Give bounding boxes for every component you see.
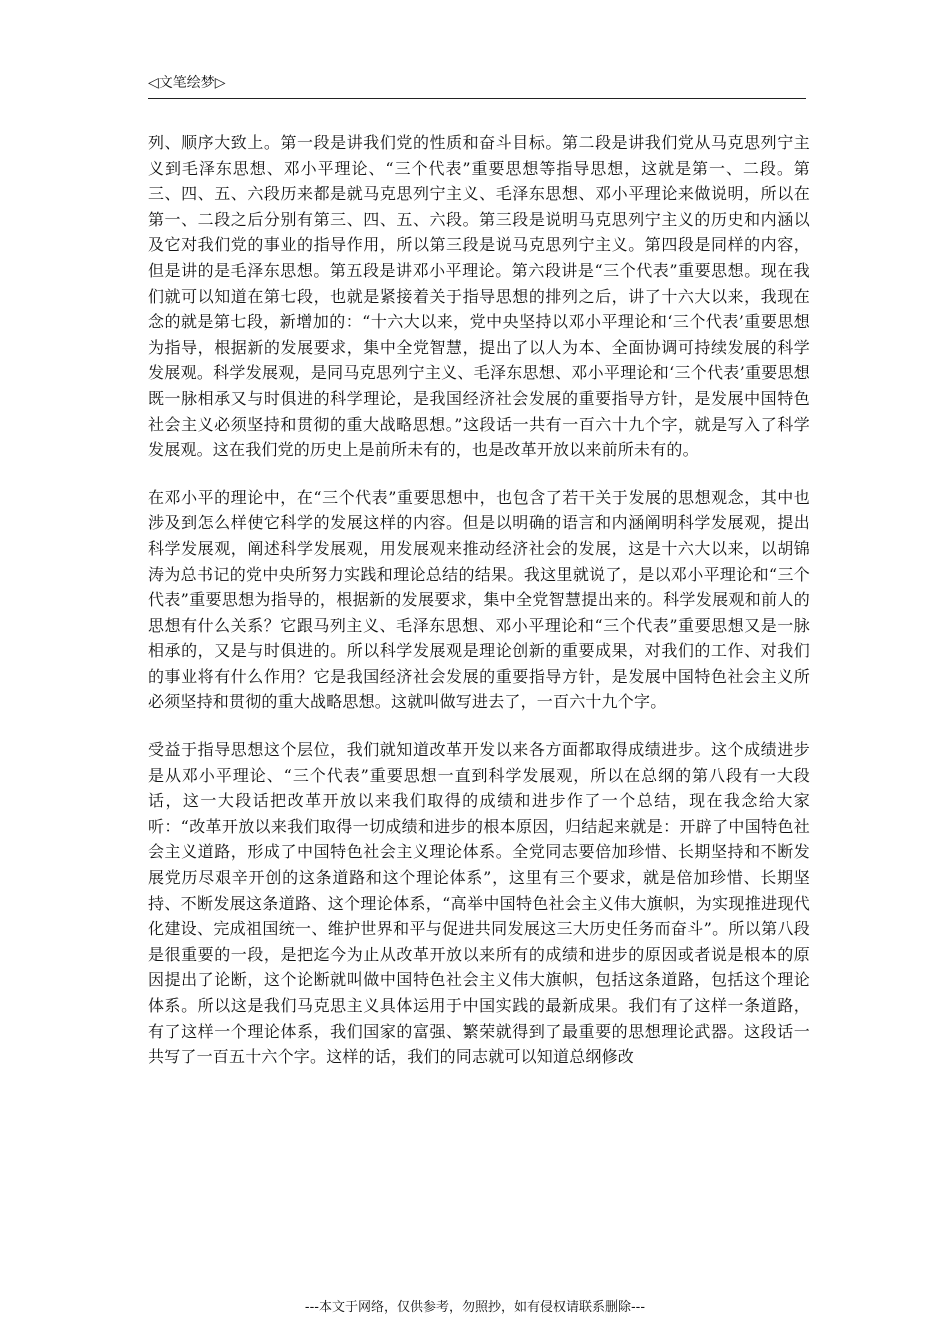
brand-logo-text: ◁文笔绘梦▷ [148, 75, 226, 91]
page-footer-disclaimer: ---本文于网络，仅供参考，勿照抄，如有侵权请联系删除--- [304, 1300, 646, 1315]
page-header [148, 72, 806, 99]
document-body [148, 130, 810, 1092]
paragraph-1: 列、顺序大致上。第一段是讲我们党的性质和奋斗目标。第二段是讲我们党从马克思列宁主义到毛泽东思想、邓小平理论、“三个代表”重要思想等指导思想，这就是第一、二段。第三、四、五、六段历来都是就马克思列宁主义、毛泽东思想、邓小平理论来做说明，所以在第一、二段之后分别有第三、四、五、六段。第三段是说明马克思列宁主义的历史和内涵以及它对我们党的事业的指导作用，所以第三段是说马克思列宁主义。第四段是同样的内容，但是讲的是毛泽东思想。第五段是讲邓小平理论。第六段讲是“三个代表”重要思想。现在我们就可以知道在第七段，也就是紧接着关于指导思想的排列之后，讲了十六大以来，我现在念的就是第七段，新增加的：“十六大以来，党中央坚持以邓小平理论和‘三个代表’重要思想为指导，根据新的发展要求，集中全党智慧，提出了以人为本、全面协调可持续发展的科学发展观。科学发展观，是同马克思列宁主义、毛泽东思想、邓小平理论和‘三个代表’重要思想既一脉相承又与时俱进的科学理论，是我国经济社会发展的重要指导方针，是发展中国特色社会主义必须坚持和贯彻的重大战略思想。”这段话一共有一百六十九个字，就是写入了科学发展观。这在我们党的历史上是前所未有的，也是改革开放以来前所未有的。 [148, 133, 810, 460]
paragraph-2: 在邓小平的理论中，在“三个代表”重要思想中，也包含了若干关于发展的思想观念，其中也涉及到怎么样使它科学的发展这样的内容。但是以明确的语言和内涵阐明科学发展观，提出科学发展观，阐述科学发展观，用发展观来推动经济社会的发展，这是十六大以来，以胡锦涛为总书记的党中央所努力实践和理论总结的结果。我这里就说了，是以邓小平理论和“三个代表”重要思想为指导的，根据新的发展要求，集中全党智慧提出来的。科学发展观和前人的思想有什么关系？它跟马列主义、毛泽东思想、邓小平理论和“三个代表”重要思想又是一脉相承的，又是与时俱进的。所以科学发展观是理论创新的重要成果，对我们的工作、对我们的事业将有什么作用？它是我国经济社会发展的重要指导方针，是发展中国特色社会主义所必须坚持和贯彻的重大战略思想。这就叫做写进去了，一百六十九个字。 [148, 487, 810, 712]
paragraph-3: 受益于指导思想这个层位，我们就知道改革开发以来各方面都取得成绩进步。这个成绩进步是从邓小平理论、“三个代表”重要思想一直到科学发展观，所以在总纲的第八段有一大段话，这一大段话把改革开放以来我们取得的成绩和进步作了一个总结，现在我念给大家听：“改革开放以来我们取得一切成绩和进步的根本原因，归结起来就是：开辟了中国特色社会主义道路，形成了中国特色社会主义理论体系。全党同志要倍加珍惜、长期坚持和不断发展党历尽艰辛开创的这条道路和这个理论体系”，这里有三个要求，就是倍加珍惜、长期坚持、不断发展这条道路、这个理论体系，“高举中国特色社会主义伟大旗帜，为实现推进现代化建设、完成祖国统一、维护世界和平与促进共同发展这三大历史任务而奋斗”。所以第八段是很重要的一段，是把迄今为止从改革开放以来所有的成绩和进步的原因或者说是根本的原因提出了论断，这个论断就叫做中国特色社会主义伟大旗帜，包括这条道路，包括这个理论体系。所以这是我们马克思主义具体运用于中国实践的最新成果。我们有了这样一条道路，有了这样一个理论体系，我们国家的富强、繁荣就得到了最重要的思想理论武器。这段话一共写了一百五十六个字。这样的话，我们的同志就可以知道总纲修改 [148, 740, 810, 1067]
